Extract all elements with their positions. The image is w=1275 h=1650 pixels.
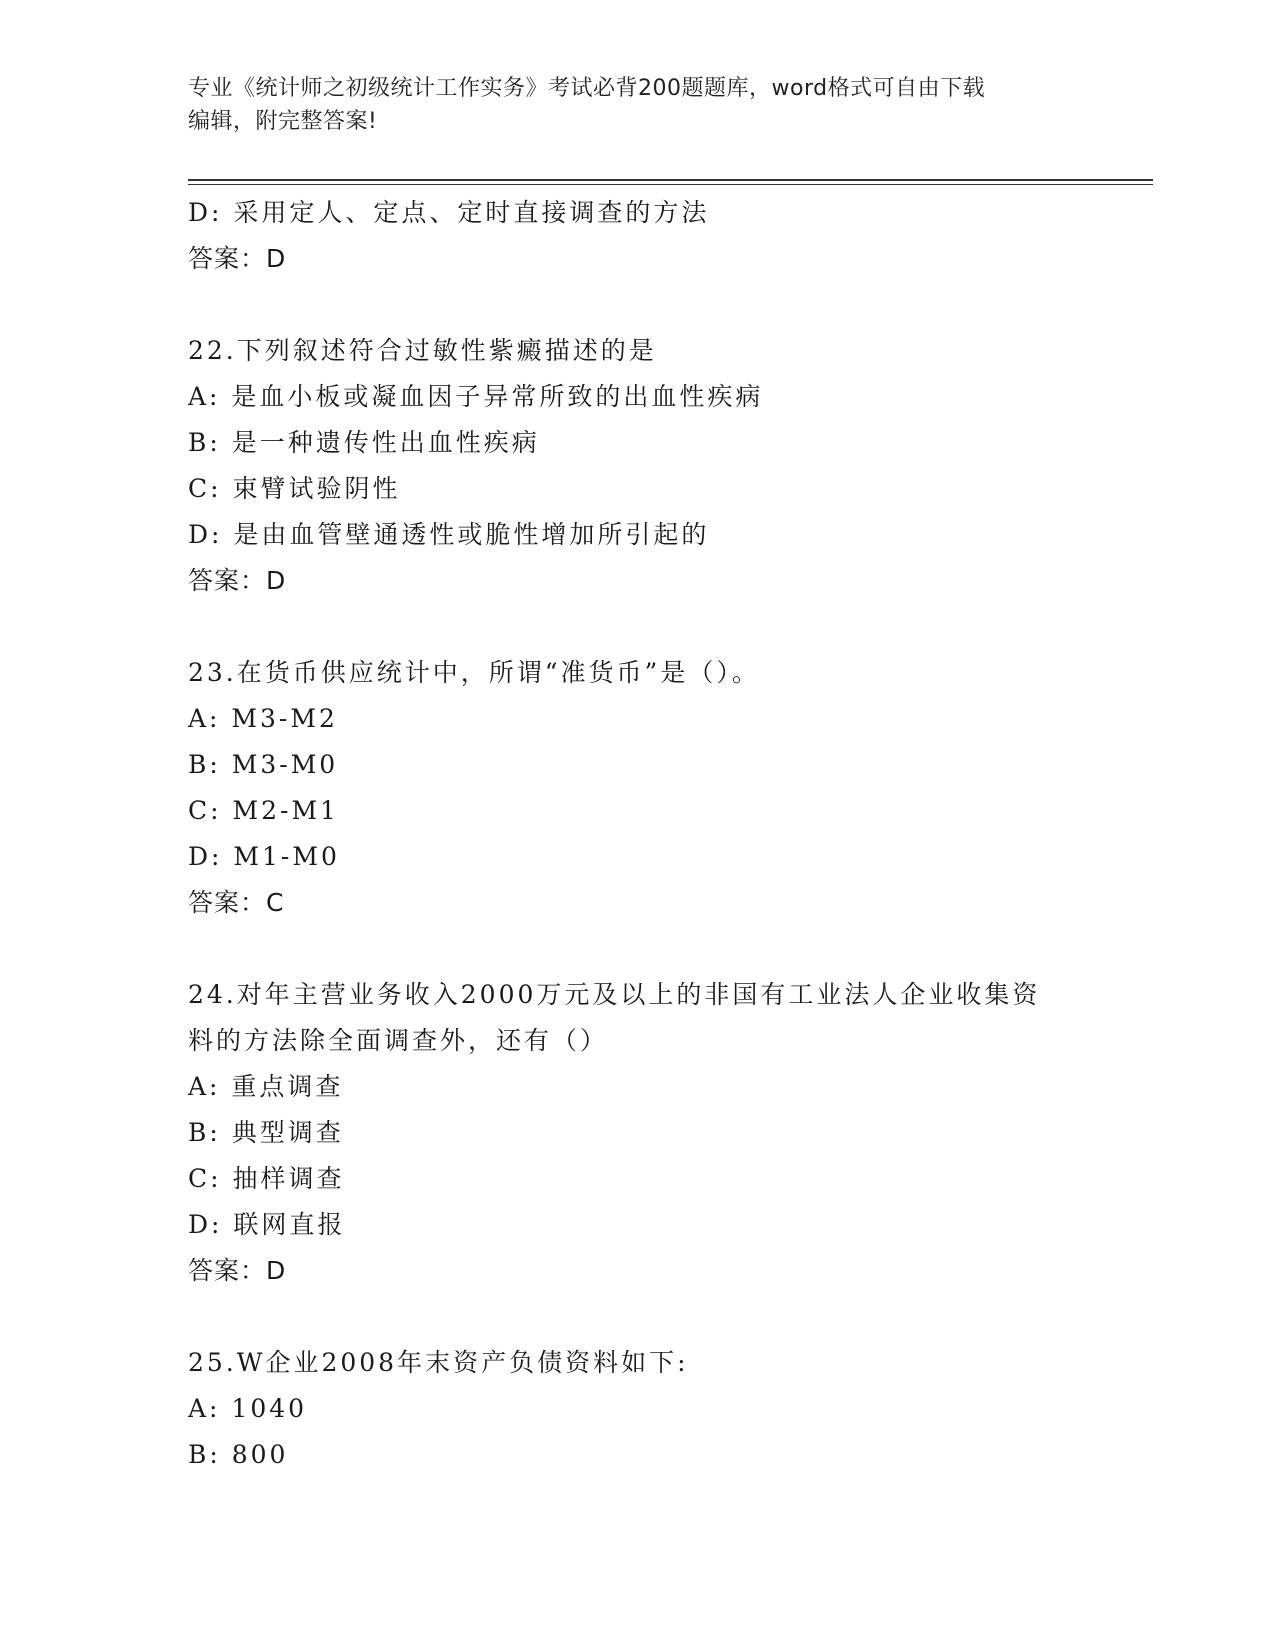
option-a: A: 重点调查 [188,1072,344,1101]
document-body [188,190,1088,1478]
question-block-23 [188,650,1088,926]
option-a: A: M3-M2 [188,704,338,733]
option-b: B: 是一种遗传性出血性疾病 [188,428,540,457]
answer-line: 答案：D [188,1256,287,1285]
question-block-24 [188,972,1088,1294]
option-a: A: 1040 [188,1394,308,1423]
question-text-line-1: 24.对年主营业务收入2000万元及以上的非国有工业法人企业收集资 [188,980,1041,1009]
answer-line: 答案：D [188,566,287,595]
option-d: D: 联网直报 [188,1210,346,1239]
option-b: B: 典型调查 [188,1118,344,1147]
question-text-line-2: 料的方法除全面调查外，还有（） [188,1026,609,1055]
answer-line: 答案：D [188,244,287,273]
spacer [188,282,1088,328]
option-d: D: M1-M0 [188,842,340,871]
option-d: D: 采用定人、定点、定时直接调查的方法 [188,198,710,227]
header-line-2: 编辑，附完整答案! [188,109,378,134]
option-c: C: 束臂试验阴性 [188,474,401,503]
question-text: 23.在货币供应统计中，所谓“准货币”是（）。 [188,658,760,687]
option-c: C: 抽样调查 [188,1164,345,1193]
answer-line: 答案：C [188,888,285,917]
question-text: 25.W企业2008年末资产负债资料如下: [188,1348,689,1377]
question-block-25 [188,1340,1088,1478]
question-block-22 [188,328,1088,604]
option-d: D: 是由血管壁通透性或脆性增加所引起的 [188,520,710,549]
header-rule-thick [188,179,1153,181]
option-c: C: M2-M1 [188,796,339,825]
spacer [188,926,1088,972]
question-block-21-tail [188,190,1088,282]
header-line-1: 专业《统计师之初级统计工作实务》考试必背200题题库，word格式可自由下载 [188,76,986,101]
option-a: A: 是血小板或凝血因子异常所致的出血性疾病 [188,382,764,411]
option-b: B: 800 [188,1440,289,1469]
page-header [188,72,1088,138]
spacer [188,1294,1088,1340]
spacer [188,604,1088,650]
header-rule-thin [188,184,1153,185]
question-text: 22.下列叙述符合过敏性紫癜描述的是 [188,336,657,365]
option-b: B: M3-M0 [188,750,339,779]
